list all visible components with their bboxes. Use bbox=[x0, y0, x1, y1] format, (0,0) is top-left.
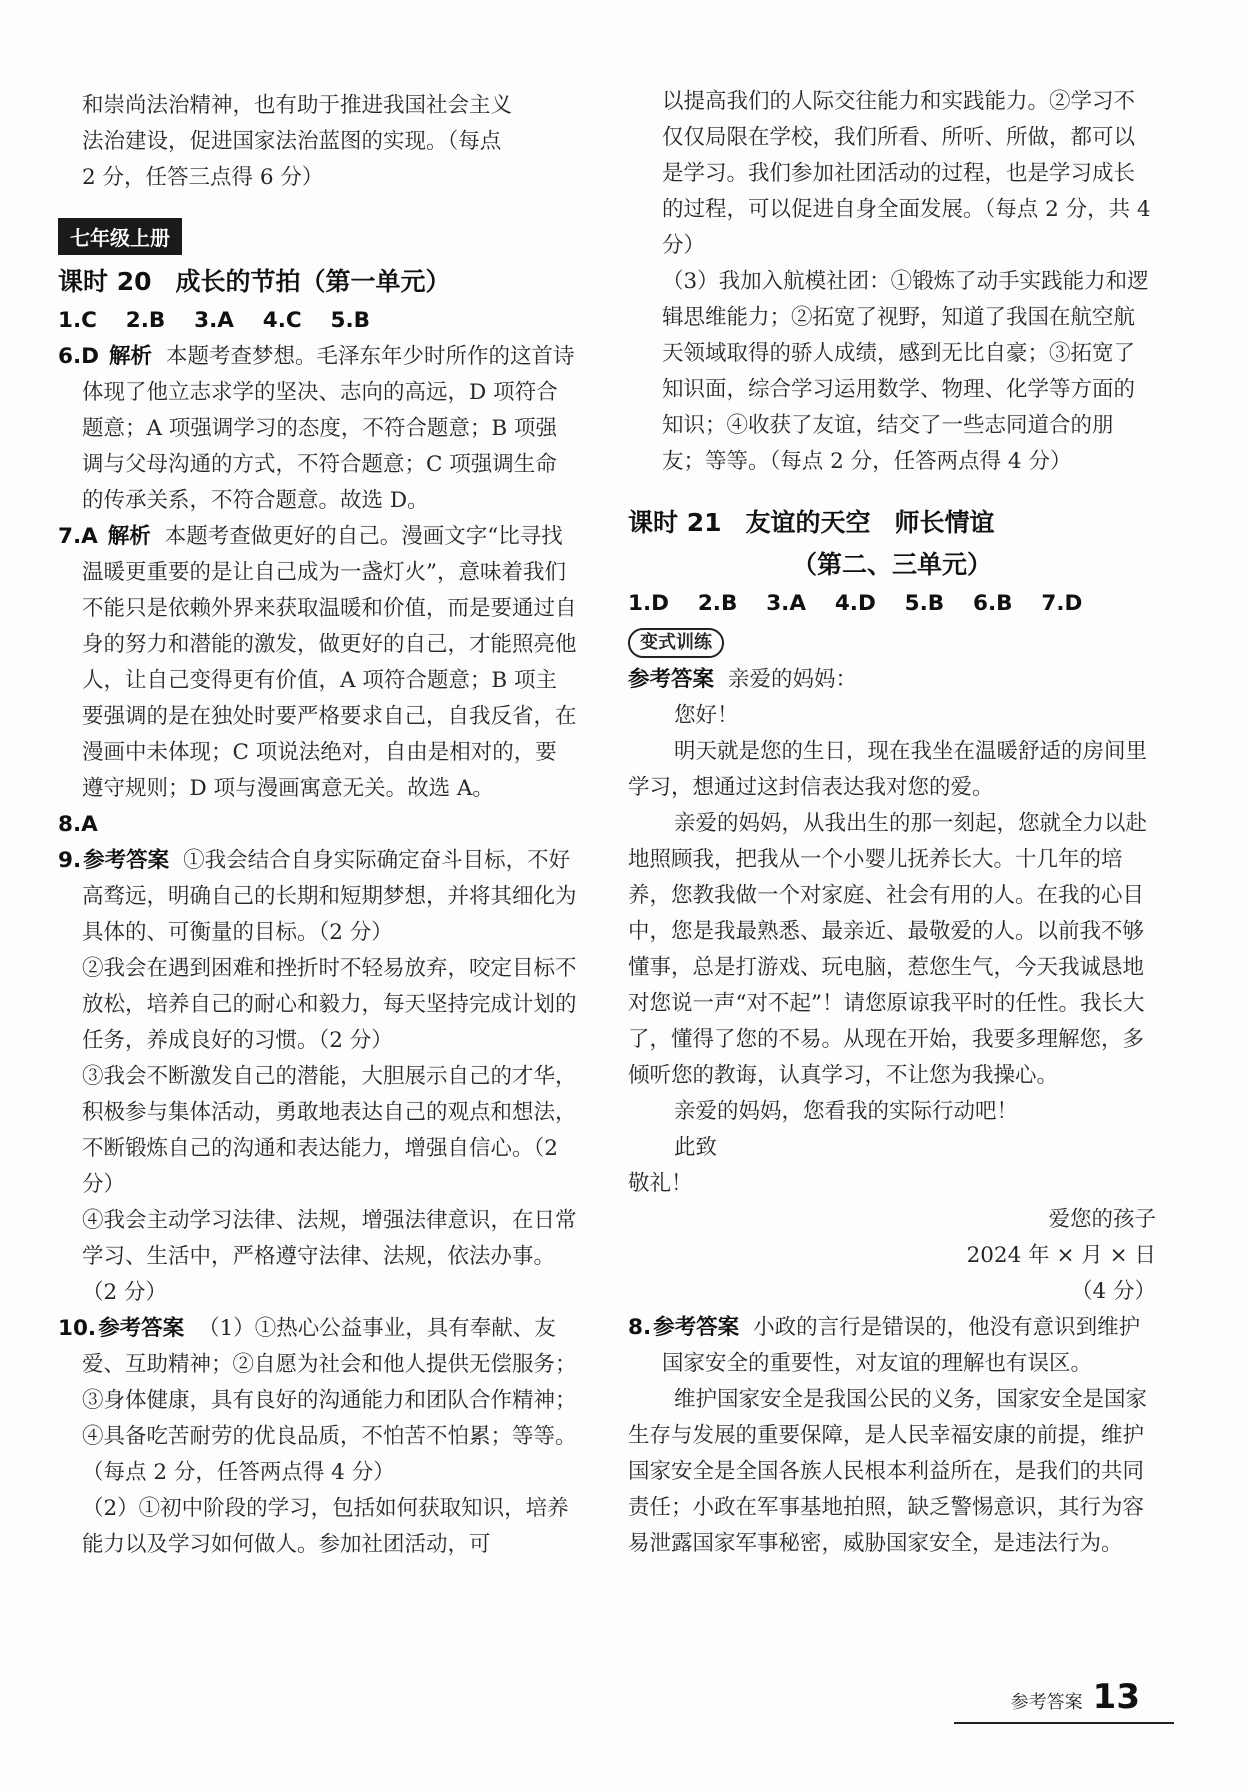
q6-number: 6.D bbox=[58, 344, 99, 369]
letter-label: 参考答案 bbox=[628, 667, 715, 692]
answer-item: 4.C bbox=[262, 308, 302, 333]
page-number: 13 bbox=[1092, 1677, 1140, 1717]
variant-training-badge: 变式训练 bbox=[628, 628, 724, 658]
cont-text-2: （3）我加入航模社团：①锻炼了动手实践能力和逻辑思维能力；②拓宽了视野，知道了我国在航空航天领域取得的骄人成绩，感到无比自豪；③拓宽了知识面，综合学习运用数学、物理、化学等方面的知识；④收获了友谊，结交了一些志同道合的朋友；等等。（每点 2 分，任答两点得 4 分） bbox=[662, 269, 1149, 474]
question-10 bbox=[58, 1311, 578, 1491]
lesson-21-title: 课时 21 bbox=[628, 508, 722, 537]
answer-item: 4.D bbox=[834, 591, 876, 616]
answer-item: 1.C bbox=[58, 308, 97, 333]
r-q8-label: 参考答案 bbox=[653, 1315, 740, 1340]
lesson-20-heading bbox=[58, 261, 578, 303]
q10-label: 参考答案 bbox=[98, 1316, 185, 1341]
letter-signature: 爱您的孩子 bbox=[1048, 1207, 1156, 1232]
question-8 bbox=[58, 807, 578, 843]
q10-text-1: （1）①热心公益事业，具有奉献、友爱、互助精神；②自愿为社会和他人提供无偿服务；③身体健康，具有良好的沟通能力和团队合作精神；④具备吃苦耐劳的优良品质，不怕苦不怕累；等等。（每点 2 分，任答两点得 4 分） bbox=[82, 1316, 577, 1485]
lesson-20-title: 课时 20 bbox=[58, 267, 152, 296]
answers-1-7 bbox=[628, 586, 1156, 622]
cont-text-1: 以提高我们的人际交往能力和实践能力。②学习不仅仅局限在学校，我们所看、所听、所做，都可以是学习。我们参加社团活动的过程，也是学习成长的过程，可以促进自身全面发展。（每点 2 分，共 4 分） bbox=[662, 89, 1151, 258]
letter-heading bbox=[628, 662, 1156, 698]
r-q8-text-2: 维护国家安全是我国公民的义务，国家安全是国家生存与发展的重要保障，是人民幸福安康的前提，维护国家安全是全国各族人民根本利益所在，是我们的共同责任；小政在军事基地拍照，缺乏警惕意识，其行为容易泄露国家军事秘密，威胁国家安全，是违法行为。 bbox=[628, 1387, 1148, 1556]
q7-label: 解析 bbox=[107, 524, 151, 549]
question-8-right bbox=[628, 1310, 1156, 1382]
right-column bbox=[628, 84, 1156, 1562]
grade-tag: 七年级上册 bbox=[58, 218, 182, 255]
letter-closing-2: 敬礼！ bbox=[628, 1171, 693, 1196]
page-footer bbox=[1010, 1677, 1140, 1717]
letter-salutation: 亲爱的妈妈： bbox=[728, 667, 858, 692]
letter-date: 2024 年 × 月 × 日 bbox=[966, 1243, 1156, 1268]
answer-item: 2.B bbox=[697, 591, 738, 616]
answer-item: 5.B bbox=[904, 591, 945, 616]
q9-label: 参考答案 bbox=[83, 848, 170, 873]
answer-item: 3.A bbox=[194, 308, 234, 333]
answer-item: 1.D bbox=[628, 591, 669, 616]
q6-label: 解析 bbox=[108, 344, 152, 369]
letter-paragraph-2: 亲爱的妈妈，从我出生的那一刻起，您就全力以赴地照顾我，把我从一个小婴儿抚养长大。十几年的培养，您教我做一个对家庭、社会有用的人。在我的心目中，您是我最熟悉、最亲近、最敬爱的人。以前我不够懂事，总是打游戏、玩电脑，惹您生气，今天我诚恳地对您说一声“对不起”！请您原谅我平时的任性。我长大了，懂得了您的不易。从现在开始，我要多理解您，多倾听您的教诲，认真学习，不让您为我操心。 bbox=[628, 811, 1148, 1088]
lesson-21-sub: （第二、三单元） bbox=[791, 550, 992, 579]
intro-line-2: 法治建设，促进国家法治蓝图的实现。（每点 bbox=[82, 129, 502, 154]
question-7 bbox=[58, 519, 578, 807]
r-q8-text-1: 小政的言行是错误的，他没有意识到维护国家安全的重要性，对友谊的理解也有误区。 bbox=[662, 1315, 1141, 1376]
letter-paragraph-3: 亲爱的妈妈，您看我的实际行动吧！ bbox=[674, 1099, 1019, 1124]
q7-number: 7.A bbox=[58, 524, 98, 549]
lesson-21-name: 友谊的天空 bbox=[745, 508, 871, 537]
lesson-21-name-2: 师长情谊 bbox=[894, 508, 995, 537]
question-9 bbox=[58, 843, 578, 951]
left-column bbox=[58, 88, 578, 1563]
answers-1-5 bbox=[58, 303, 578, 339]
answer-item: 7.D bbox=[1041, 591, 1083, 616]
q9-number: 9. bbox=[58, 848, 82, 873]
letter-paragraph-1: 明天就是您的生日，现在我坐在温暖舒适的房间里学习，想通过这封信表达我对您的爱。 bbox=[628, 739, 1148, 800]
answer-item: 5.B bbox=[330, 308, 370, 333]
intro-line-1: 和崇尚法治精神，也有助于推进我国社会主义 bbox=[82, 93, 513, 118]
q9-text-1: ①我会结合自身实际确定奋斗目标，不好高骛远，明确自己的长期和短期梦想，并将其细化为具体的、可衡量的目标。（2 分） bbox=[82, 848, 577, 945]
intro-line-3: 2 分，任答三点得 6 分） bbox=[82, 165, 324, 190]
letter-score: （4 分） bbox=[1070, 1279, 1156, 1304]
answer-item: 6.B bbox=[973, 591, 1013, 616]
q10-text-2: （2）①初中阶段的学习，包括如何获取知识，培养能力以及学习如何做人。参加社团活动，可 bbox=[82, 1496, 569, 1557]
question-6 bbox=[58, 339, 578, 519]
q10-number: 10. bbox=[58, 1316, 97, 1341]
letter-greeting: 您好！ bbox=[674, 703, 739, 728]
q9-text-4: ④我会主动学习法律、法规，增强法律意识，在日常学习、生活中，严格遵守法律、法规，依法办事。（2 分） bbox=[82, 1208, 577, 1305]
footer-rule bbox=[954, 1722, 1174, 1724]
answer-item: 3.A bbox=[766, 591, 806, 616]
lesson-21-heading bbox=[628, 502, 1156, 544]
lesson-20-name: 成长的节拍（第一单元） bbox=[175, 267, 451, 296]
q9-text-2: ②我会在遇到困难和挫折时不轻易放弃，咬定目标不放松，培养自己的耐心和毅力，每天坚持完成计划的任务，养成良好的习惯。（2 分） bbox=[82, 956, 577, 1053]
r-q8-number: 8. bbox=[628, 1315, 652, 1340]
footer-label: 参考答案 bbox=[1010, 1692, 1083, 1713]
q8-number: 8.A bbox=[58, 812, 98, 837]
answer-item: 2.B bbox=[125, 308, 166, 333]
q6-text: 本题考查梦想。毛泽东年少时所作的这首诗体现了他立志求学的坚决、志向的高远，D 项符合题意；A 项强调学习的态度，不符合题意；B 项强调与父母沟通的方式，不符合题意；C 项强调生命的传承关系，不符合题意。故选 D。 bbox=[82, 344, 575, 513]
q7-text: 本题考查做更好的自己。漫画文字“比寻找温暖更重要的是让自己成为一盏灯火”，意味着我们不能只是依赖外界来获取温暖和价值，而是要通过自身的努力和潜能的激发，做更好的自己，才能照亮他人，让自己变得更有价值，A 项符合题意；B 项主要强调的是在独处时要严格要求自己，自我反省，在漫画中未体现；C 项说法绝对，自由是相对的，要遵守规则；D 项与漫画寓意无关。故选 A。 bbox=[82, 524, 577, 801]
q9-text-3: ③我会不断激发自己的潜能，大胆展示自己的才华，积极参与集体活动，勇敢地表达自己的观点和想法，不断锻炼自己的沟通和表达能力，增强自信心。（2 分） bbox=[82, 1064, 577, 1197]
letter-closing-1: 此致 bbox=[674, 1135, 718, 1160]
